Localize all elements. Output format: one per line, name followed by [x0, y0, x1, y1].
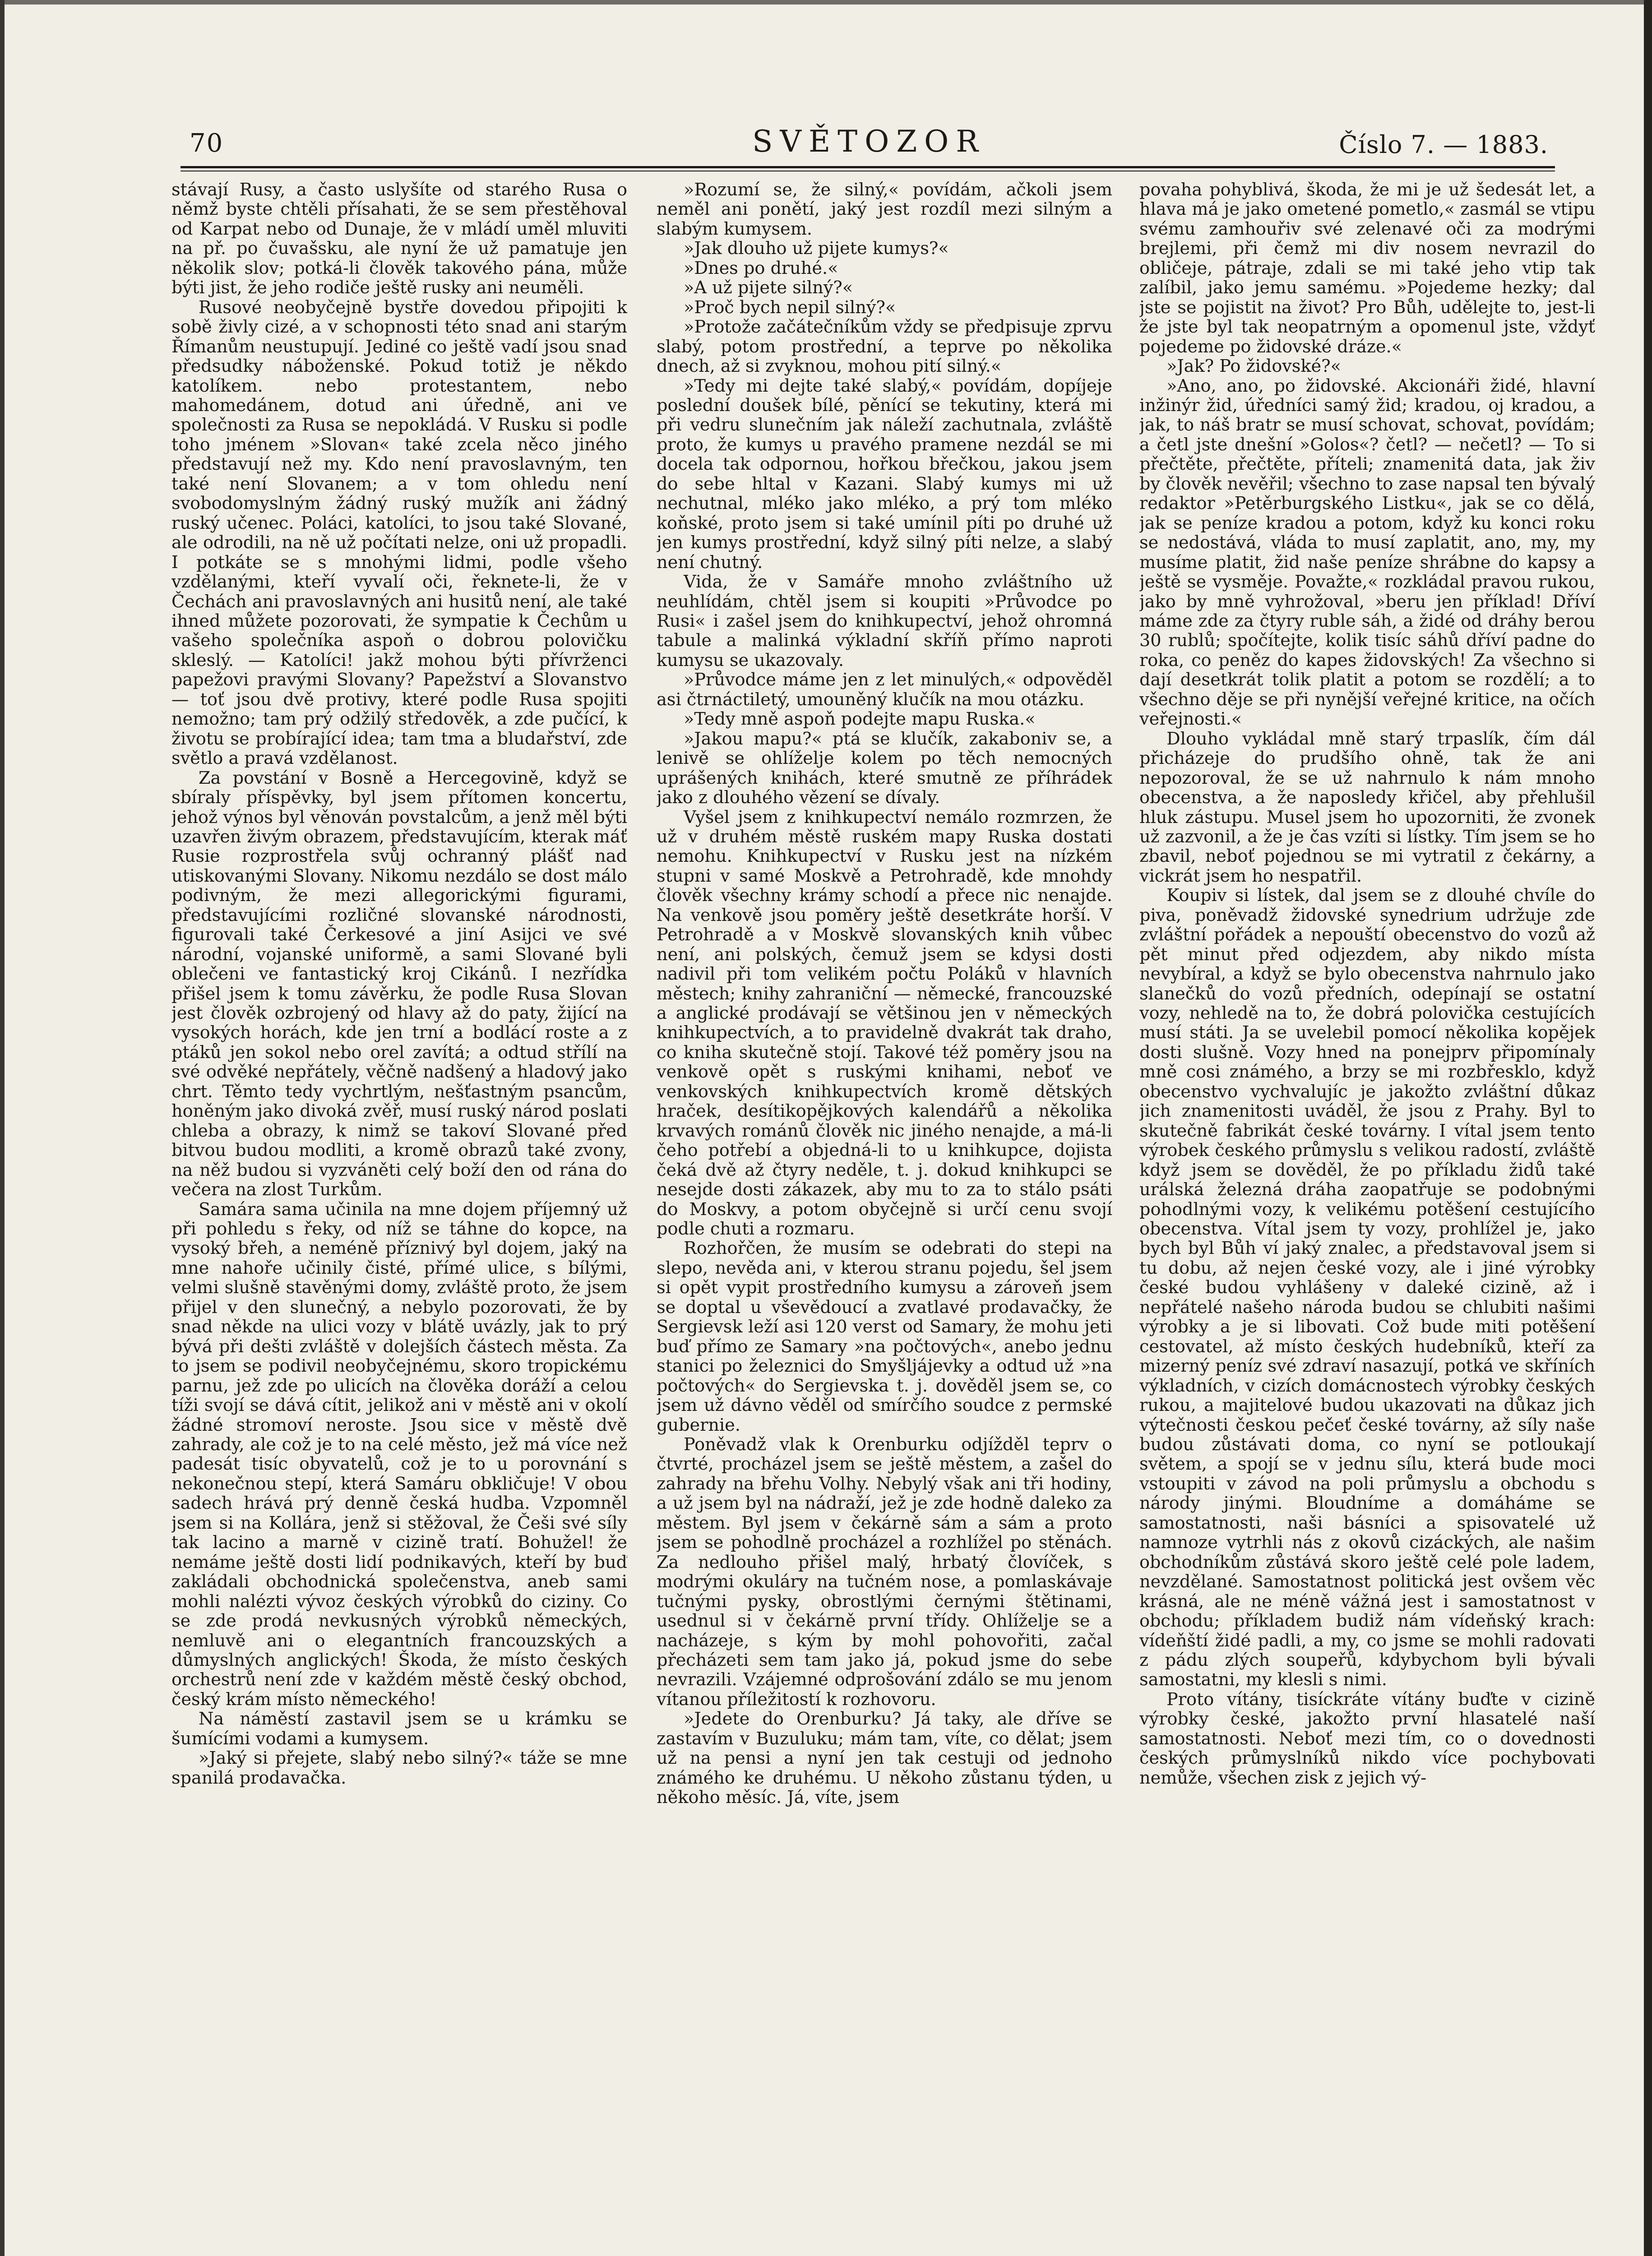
paragraph: »Tedy mi dejte také slabý,« povídám, dopíjeje poslední doušek bílé, pěnící se tekutiny, která mi při vedru slunečním jak náleží zachutnala, zvláště proto, že kumys u pravého pramene nezdál se mi docela tak odpornou, hořkou břečkou, jakou jsem do sebe hltal v Kazani. Slabý kumys mi už nechutnal, mléko jako mléko, a prý tom mléko koňské, proto jsem si také umínil píti po druhé už jen kumys prostřední, když silný píti nelze, a slabý není chutný. — [657, 376, 1112, 573]
paragraph: »Rozumí se, že silný,« povídám, ačkoli jsem neměl ani ponětí, jaký jest rozdíl mezi silným a slabým kumysem. — [657, 180, 1112, 239]
paragraph: Vyšel jsem z knihkupectví nemálo rozmrzen, že už v druhém městě ruském mapy Ruska dostati nemohu. Knihkupectví v Rusku jest na nízkém stupni v samé Moskvě a Petrohradě, kde mnohdy člověk všechny krámy schodí a přece nic nenajde. Na venkově jsou poměry ještě desetkráte horší. V Petrohradě a v Moskvě slovanských knih vůbec není, ani polských, čemuž jsem se kdysi dosti nadivil při tom velikém počtu Poláků v hlavních městech; knihy zahraniční — německé, francouzské a anglické prodávají se většinou jen v německých knihkupectvích, a to pravidelně dvakrát tak draho, co kniha skutečně stojí. Takové též poměry jsou na venkově opět s ruskými knihami, neboť ve venkovských knihkupectvích kromě dětských hraček, desítikopějkových kalendářů a několika krvavých románů člověk nic jiného nenajde, a má-li čeho potřebí a objedná-li to u knihkupce, dojista čeká dvě až čtyry neděle, t. j. dokud knihkupci se nesejde dosti zákazek, aby mu to za to stálo psáti do Moskvy, a potom obyčejně si určí cenu svojí podle chuti a rozmaru. — [657, 807, 1112, 1239]
scan-right-edge — [1644, 0, 1652, 2256]
text-column-1 — [171, 180, 627, 2211]
paragraph: Za povstání v Bosně a Hercegovině, když se sbíraly příspěvky, byl jsem přítomen koncertu, jehož výnos byl věnován povstalcům, a jenž měl býti uzavřen živým obrazem, představujícím, kterak máť Rusie rozprostřela svůj ochranný plášť nad utiskovanými Slovany. Nikomu nezdálo se dost málo podivným, že mezi allegorickými figurami, představujícími rozličné slovanské národnosti, figurovali také Čerkesové a jiní Asijci ve své národní, vojanské uniformě, a sami Slované byli oblečeni ve fantastický kroj Cikánů. I nezřídka přišel jsem k tomu závěrku, že podle Rusa Slovan jest člověk ozbrojený od hlavy až do paty, žijící na vysokých horách, kde jen trní a bodlácí roste a z ptáků jen sokol nebo orel zavítá; a odtud střílí na své odvěké nepřátely, věčně nadšený a hladový jako chrt. Těmto tedy vychrtlým, nešťastným psancům, honěným jako divoká zvěř, musí ruský národ poslati chleba a obrazy, k nimž se takoví Slované před bitvou budou modliti, a kromě obrazů také zvony, na něž budou si vyzváněti celý boží den od rána do večera na zlost Turkům. — [171, 768, 627, 1200]
paragraph: Rusové neobyčejně bystře dovedou připojiti k sobě živly cizé, a v schopnosti této snad ani starým Římanům neustupují. Jediné co ještě vadí jsou snad předsudky náboženské. Pokud totiž je někdo katolíkem. nebo protestantem, nebo mahomedánem, dotud ani úředně, ani ve společnosti za Rusa se nepokládá. V Rusku si podle toho jménem »Slovan« také zcela něco jiného představují než my. Kdo není pravoslavným, ten také není Slovanem; a v tom ohledu není svobodomyslným žádný ruský mužík ani žádný ruský učenec. Poláci, katolíci, to jsou také Slované, ale odrodili, na ně už počítati nelze, oni už propadli. I potkáte se s mnohými lidmi, podle všeho vzdělanými, kteří vyvalí oči, řeknete-li, že v Čechách ani pravoslavných ani husitů není, ale také ihned můžete pozorovati, že sympatie k Čechům u vašeho společníka aspoň o dobrou polovičku skleslý. — Katolíci! jakž mohou býti přívrženci papežovi pravými Slovany? Papežství a Slovanstvo — toť jsou dvě protivy, které podle Rusa spojiti nemožno; tam prý odžilý středověk, a zde pučící, k životu se probírající idea; tam tma a bludařství, zde světlo a pravá vzdělanost. — [171, 297, 627, 769]
paragraph: Vida, že v Samáře mnoho zvláštního už neuhlídám, chtěl jsem si koupiti »Průvodce po Rusi« i zašel jsem do knihkupectví, jehož ohromná tabule a malinká výkladní skříň přímo naproti kumysu se ukazovaly. — [657, 572, 1112, 670]
paragraph: »Ano, ano, po židovské. Akcionáři židé, hlavní inžinýr žid, úředníci samý žid; kradou, oj kradou, a jak, to náš bratr se musí schovat, schovat, povídám; a četl jste dnešní »Golos«? četl? — nečetl? — To si přečtěte, přečtěte, příteli; znamenitá data, jak živ by člověk nevěřil; všechno to zase napsal ten bývalý redaktor »Petěrburgského Listku«, jak se co dělá, jak se peníze kradou a potom, když ku konci roku se nedostává, vláda to musí zaplatit, ano, my, my musíme platit, žid naše peníze shrábne do kapsy a ještě se vysměje. Považte,« rozkládal pravou rukou, jako by mně vyhrožoval, »beru jen příklad! Dříví máme zde za čtyry ruble sáh, a židé od dráhy berou 30 rublů; spočítejte, kolik tisíc sáhů dříví padne do roka, co peněz do kapes židovských! Za všechno si dají desetkrát tolik platit a potom se rozdělí; a to všechno děje se při nynější veřejné kritice, na očích veřejnosti.« — [1139, 376, 1595, 730]
issue-label: Číslo 7. — 1883. — [1339, 130, 1548, 159]
scan-left-edge — [0, 0, 5, 2256]
paragraph: »Jakou mapu?« ptá se klučík, zakaboniv se, a lenivě se ohlíželje kolem po těch nemocných uprášených knihách, které smutně ze příhrádek jako z dlouhého vězení se dívaly. — [657, 729, 1112, 808]
page-top-edge — [0, 0, 1652, 5]
header-rule — [180, 166, 1555, 168]
paragraph: Samára sama učinila na mne dojem příjemný už při pohledu s řeky, od níž se táhne do kopce, na vysoký břeh, a neméně příznivý byl dojem, jaký na mne nahoře učinily čisté, přímé ulice, s bílými, velmi slušně stavěnými domy, zvláště proto, že jsem přijel v den slunečný, a nebylo pozorovati, že by snad někde na ulici vozy v blátě uvázly, jak to prý bývá při dešti zvláště v dolejších částech města. Za to jsem se podivil neobyčejnému, skoro tropickému parnu, jež zde po ulicích na člověka doráží a celou tíži svojí se dává cítit, jelikož ani v městě ani v okolí žádné stromoví neroste. Jsou sice v městě dvě zahrady, ale což je to na celé město, jež má více než padesát tisíc obyvatelů, což je to u porovnání s nekonečnou stepí, která Samáru obkličuje! V obou sadech hrává prý denně česká hudba. Vzpomněl jsem si na Kollára, jenž si stěžoval, že Češi své síly tak lacino a marně v cizině tratí. Bohužel! že nemáme ještě dosti lidí podnikavých, kteří by buď zakládali obchodnická společenstva, aneb sami mohli nalézti vývoz českých výrobků do ciziny. Co se zde prodá nevkusných výrobků německých, nemluvě ani o elegantních francouzských a důmyslných anglických! Škoda, že místo českých orchestrů není zde v každém městě český obchod, český krám místo německého! — [171, 1199, 627, 1710]
paragraph: »Tedy mně aspoň podejte mapu Ruska.« — [684, 709, 1036, 730]
page-number: 70 — [190, 129, 224, 158]
paragraph: Dlouho vykládal mně starý trpaslík, čím dál přicházeje do prudšího ohně, tak že ani nepozoroval, že se už nahrnulo k nám mnoho obecenstva, a že naposledy křičel, aby přehlušil hluk zástupu. Musel jsem ho upozorniti, že zvonek už zazvonil, a že je čas vzíti si lístky. Tím jsem se ho zbavil, neboť pojednou se mi vytratil z čekárny, a vickrát jsem ho nespatřil. — [1139, 729, 1595, 886]
text-column-3 — [1139, 180, 1595, 2211]
paragraph: Proto vítány, tisíckráte vítány buďte v cizině výrobky české, jakožto první hlasatelé naší samostatnosti. Neboť mezi tím, co o dovednosti českých průmyslníků nikdo více pochybovati nemůže, všechen zisk z jejich vý- — [1139, 1689, 1595, 1788]
paragraph: »Jedete do Orenburku? Já taky, ale dříve se zastavím v Buzuluku; mám tam, víte, co dělat; jsem už na pensi a nyní jen tak cestuji od jednoho známého ke druhému. U někoho zůstanu týden, u někoho měsíc. Já, víte, jsem — [657, 1709, 1112, 1808]
paragraph: »Jak dlouho už pijete kumys?« — [684, 239, 949, 259]
paragraph: »Proč bych nepil silný?« — [684, 297, 896, 318]
paragraph: stávají Rusy, a často uslyšíte od starého Rusa o němž byste chtěli přísahati, že se sem přestěhoval od Karpat nebo od Dunaje, že v mládí uměl mluviti na př. po čuvašsku, ale nyní že už pamatuje jen několik slov; potká-li člověk takového pána, může býti jist, že jeho rodiče ještě rusky ani neuměli. — [171, 180, 627, 298]
text-column-2 — [657, 180, 1112, 2211]
paragraph: Rozhořčen, že musím se odebrati do stepi na slepo, nevěda ani, v kterou stranu pojedu, šel jsem si opět vypit prostředního kumysu a zároveň jsem se doptal u vševědoucí a zvatlavé prodavačky, že Sergievsk leží asi 120 verst od Samary, že mohu jeti buď přímo ze Samary »na počtových«, anebo jednu stanici po železnici do Smyšljájevky a odtud už »na počtových« do Sergievska t. j. dověděl jsem se, co jsem už dávno věděl od smírčího soudce z permské gubernie. — [657, 1239, 1112, 1435]
paragraph: Poněvadž vlak k Orenburku odjížděl teprv o čtvrté, procházel jsem se ještě městem, a zašel do zahrady na břehu Volhy. Nebylý však ani tři hodiny, a už jsem byl na nádraží, jež je zde hodně daleko za městem. Byl jsem v čekárně sám a sám a proto jsem se pohodlně procházel a rozhlížel po stěnách. Za nedlouho přišel malý, hrbatý človíček, s modrými okuláry na tučném nose, a pomlaskávaje tučnými pysky, obrostlými černými štětinami, usednul si v čekárně první třídy. Ohlíželje se a nacházeje, s kým by mohl pohovořiti, začal přecházeti sem tam jako já, pokud jsme do sebe nevrazili. Vzájemné odprošování zdálo se mu jenom vítanou příležitostí k rozhovoru. — [657, 1435, 1112, 1710]
paragraph: Koupiv si lístek, dal jsem se z dlouhé chvíle do piva, poněvadž židovské synedrium udržuje zde zvláštní pořádek a nepouští obecenstvo do vozů až pět minut před odjezdem, aby nikdo místa nevybíral, a když se bylo obecenstva nahrnulo jako slanečků do vozů předních, odepínají se ostatní vozy, nehledě na to, že dobrá polovička cestujících musí státi. Ja se uvelebil pomocí několika kopějek dosti slušně. Vozy hned na ponejprv připomínaly mně cosi známého, a brzy se mi rozbřesklo, když obecenstvo vychvalujíc je jakožto zvláštní důkaz jich znamenitosti uváděl, že jsou z Prahy. Byl to skutečně fabrikát české továrny. I vítal jsem tento výrobek českého průmyslu s velikou radostí, zvláště když jsem se dověděl, že po příkladu židů také urálská železná dráha zaopatřuje se podobnými pohodlnými vozy, k velikému potěšení cestujícího obecenstva. Vítal jsem ty vozy, prohlížel je, jako bych byl Bůh ví jaký znalec, a představoval jsem si tu dobu, až nejen české vozy, ale i jiné výrobky české budou vyhlášeny v daleké cizině, až i nepřátelé našeho národa budou se chlubiti našimi výrobky a je si libovati. Což bude miti potěšení cestovatel, až místo českých hudebníků, kteří za mizerný peníz své zdraví nasazují, potká ve skříních výkladních, v cizích domácnostech výrobky českých rukou, a majitelové budou ukazovati na důkaz jich výtečnosti českou pečeť české továrny, až síly naše budou zůstávati doma, co nyní se potloukají světem, a spojí se v jednu sílu, která bude moci vstoupiti v závod na poli průmyslu a obchodu s národy jinými. Bloudníme a domáháme se samostatnosti, naši básníci a spisovatelé už namnoze vytrhli nás z okovů cizáckých, ale našim obchodníkům zůstává skoro ještě celé pole ladem, nevzdělané. Samostatnost politická jest ovšem věc krásná, ale ne méně vážná jest i samostatnost v obchodu; příkladem budiž nám vídeňský krach: vídeňští židé padli, a my, co jsme se mohli radovati z pádu zlých soupeřů, kdybychom byli bývali samostatni, my klesli s nimi. — [1139, 886, 1595, 1690]
paragraph: »A už pijete silný?« — [684, 278, 853, 298]
running-header — [190, 124, 1548, 160]
paragraph: »Protože začátečníkům vždy se předpisuje zprvu slabý, potom prostřední, a teprve po několika dnech, až si zvyknou, mohou pití silný.« — [657, 317, 1112, 377]
journal-title: SVĚTOZOR — [752, 124, 986, 159]
paragraph: »Průvodce máme jen z let minulých,« odpověděl asi čtrnáctiletý, umouněný klučík na mou otázku. — [657, 670, 1112, 710]
paragraph: »Jaký si přejete, slabý nebo silný?« táže se mne spanilá prodavačka. — [171, 1748, 627, 1788]
paragraph: »Jak? Po židovské?« — [1166, 356, 1341, 377]
paragraph: povaha pohyblivá, škoda, že mi je už šedesát let, a hlava má je jako ometené pometlo,« zasmál se vtipu svému zamhouřiv své zelenavé oči za modrými brejlemi, při čemž mi div nosem nevrazil do obličeje, pátraje, zdali se mi také jeho vtip tak zalíbil, jako jemu samému. »Pojedeme hezky; dal jste se pojistit na život? Pro Bůh, udělejte to, jest-li že jste byl tak neopatrným a opomenul jste, vždyť pojedeme po židovské dráze.« — [1139, 180, 1595, 357]
paragraph: Na náměstí zastavil jsem se u krámku se šumícími vodami a kumysem. — [171, 1709, 627, 1749]
paragraph: »Dnes po druhé.« — [684, 258, 838, 278]
